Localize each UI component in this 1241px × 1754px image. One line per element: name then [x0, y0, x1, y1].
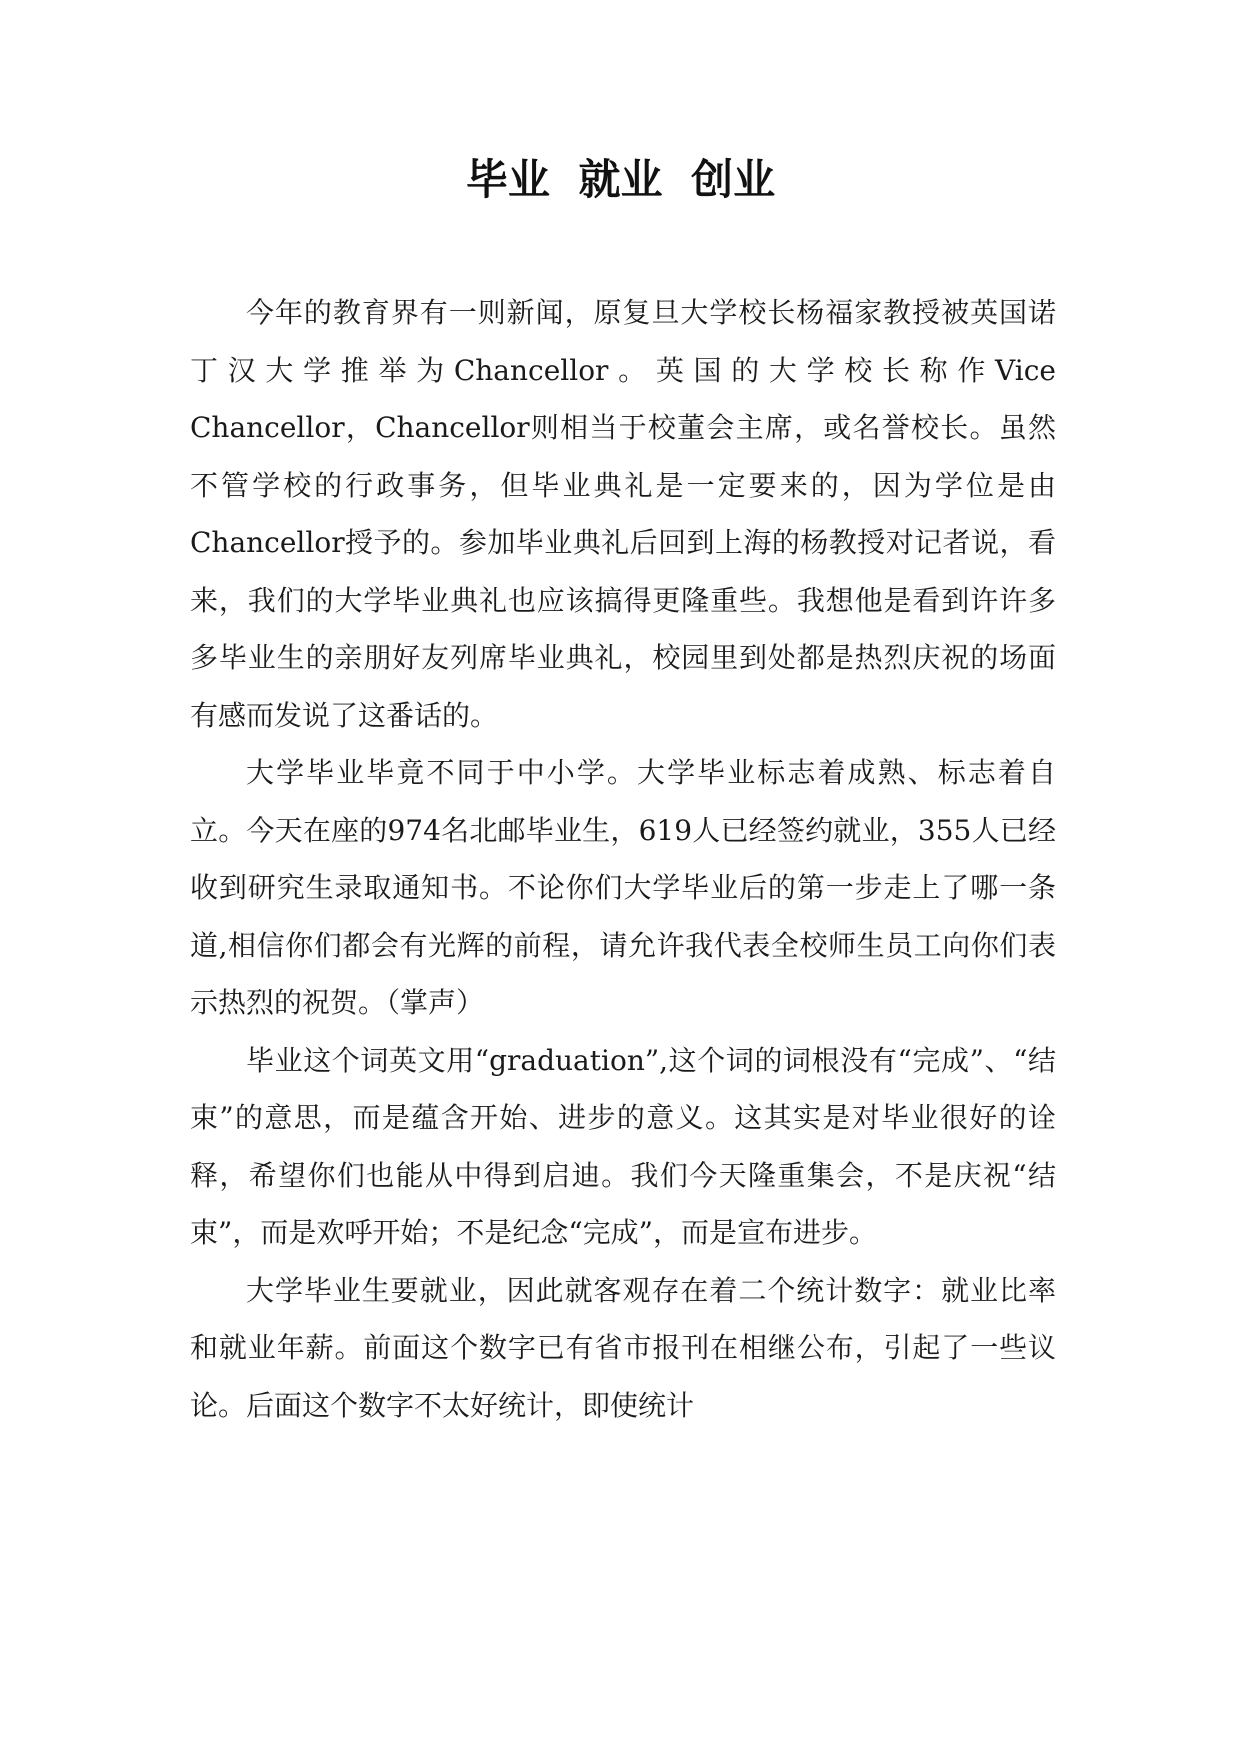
paragraph-graduation-meaning: 毕业这个词英文用“graduation”,这个词的词根没有“完成”、“结束”的意思，而是蕴含开始、进步的意义。这其实是对毕业很好的诠释，希望你们也能从中得到启迪。我们今天隆重集会，不是庆祝“结束”，而是欢呼开始；不是纪念“完成”，而是宣布进步。 [190, 1043, 1056, 1249]
paragraph-chancellor-news: 今年的教育界有一则新闻，原复旦大学校长杨福家教授被英国诺丁汉大学推举为Chancellor。英国的大学校长称作Vice Chancellor，Chancellor则相当于校董会主席，或名誉校长。虽然不管学校的行政事务，但毕业典礼是一定要来的，因为学位是由Chancellor授予的。参加毕业典礼后回到上海的杨教授对记者说，看来，我们的大学毕业典礼也应该搞得更隆重些。我想他是看到许许多多毕业生的亲朋好友列席毕业典礼，校园里到处都是热烈庆祝的场面有感而发说了这番话的。 [190, 296, 1056, 732]
paragraph-graduate-statistics: 大学毕业毕竟不同于中小学。大学毕业标志着成熟、标志着自立。今天在座的974名北邮毕业生，619人已经签约就业，355人已经收到研究生录取通知书。不论你们大学毕业后的第一步走上了哪一条道,相信你们都会有光辉的前程，请允许我代表全校师生员工向你们表示热烈的祝贺。（掌声） [190, 756, 1056, 1019]
document-body [190, 284, 1056, 1434]
paragraph-employment-figures: 大学毕业生要就业，因此就客观存在着二个统计数字：就业比率和就业年薪。前面这个数字已有省市报刊在相继公布，引起了一些议论。后面这个数字不太好统计，即使统计 [190, 1273, 1056, 1422]
document-title: 毕业 就业 创业 [465, 155, 776, 204]
